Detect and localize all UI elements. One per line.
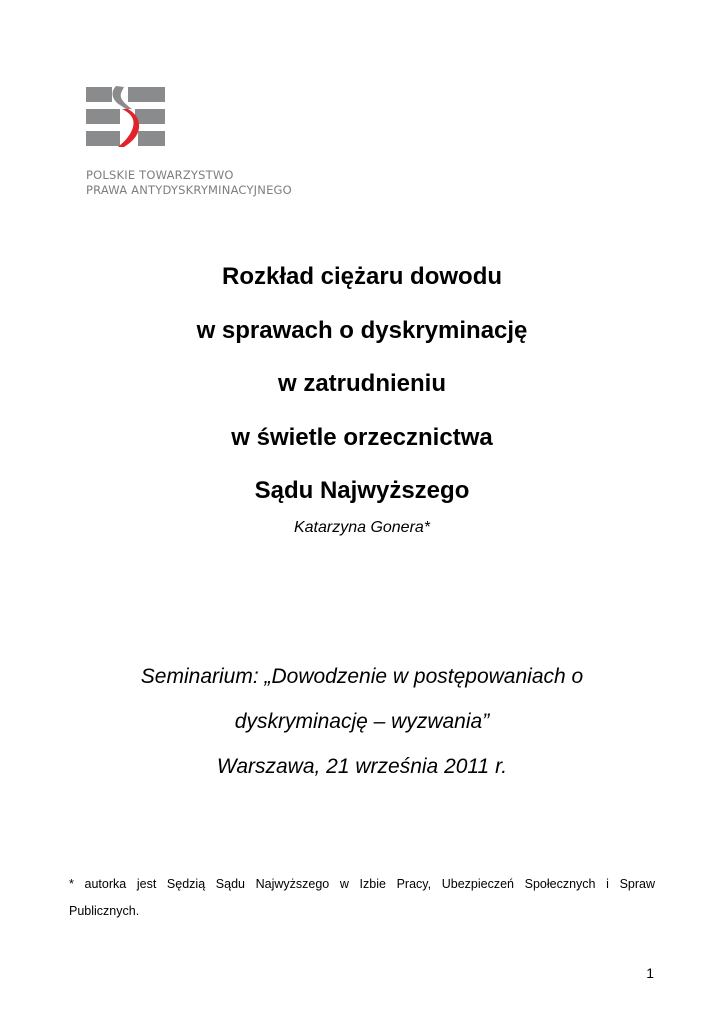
author-footnote bbox=[69, 871, 655, 925]
organization-name-line-2: PRAWA ANTYDYSKRYMINACYJNEGO bbox=[86, 183, 292, 197]
title-line: Sądu Najwyższego bbox=[254, 477, 470, 504]
organization-logo bbox=[86, 86, 326, 201]
pta-s-logo-icon bbox=[86, 86, 166, 148]
seminar-line: dyskryminację – wyzwania” bbox=[234, 710, 490, 733]
title-line: w świetle orzecznictwa bbox=[231, 423, 493, 451]
footnote-line-2: Publicznych. bbox=[69, 904, 140, 918]
organization-name-line-1: POLSKIE TOWARZYSTWO bbox=[86, 168, 234, 182]
title-line: w sprawach o dyskryminację bbox=[196, 316, 528, 344]
title-line: Rozkład ciężaru dowodu bbox=[221, 263, 503, 290]
seminar-info bbox=[0, 654, 724, 789]
document-title bbox=[0, 250, 724, 518]
seminar-date-line: Warszawa, 21 września 2011 r. bbox=[216, 755, 508, 778]
title-line: w zatrudnieniu bbox=[278, 370, 446, 397]
author-name: Katarzyna Gonera* bbox=[293, 519, 431, 536]
page-number: 1 bbox=[646, 965, 654, 981]
footnote-line-1: * autorka jest Sędzią Sądu Najwyższego w Izbie Pracy, Ubezpieczeń Społecznych i Spraw bbox=[69, 877, 655, 891]
seminar-line: Seminarium: „Dowodzenie w postępowaniach o bbox=[140, 665, 584, 688]
